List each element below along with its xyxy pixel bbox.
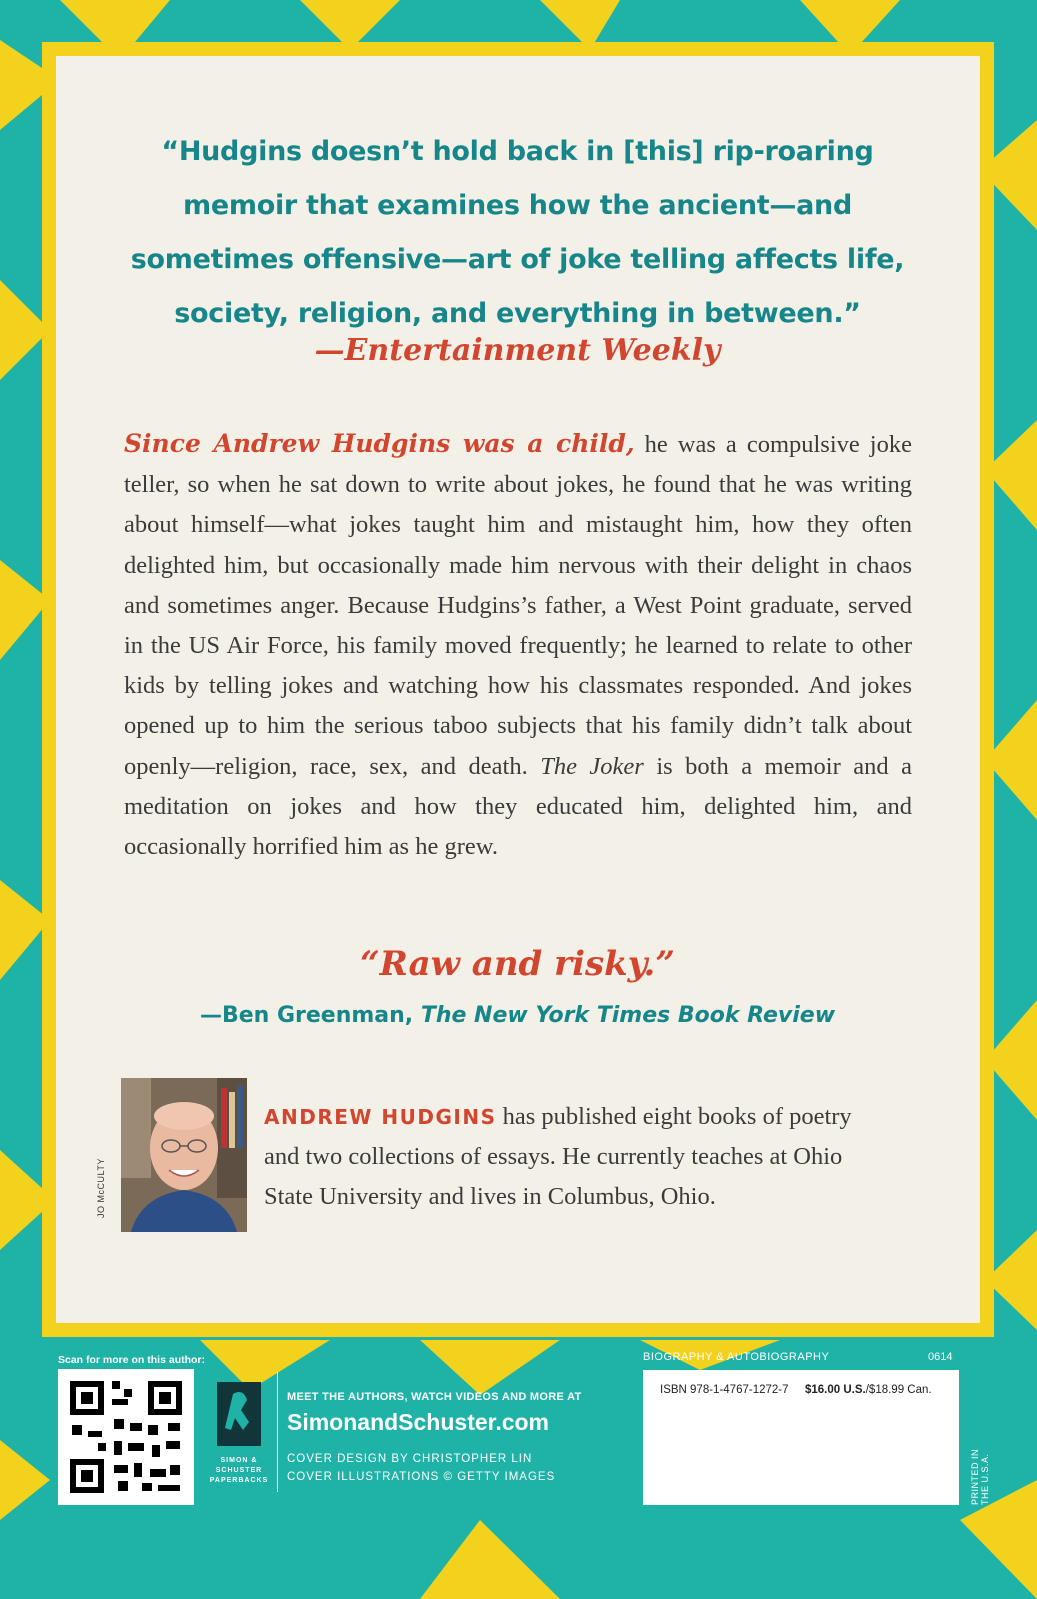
printed-in-usa: PRINTED IN THE U.S.A.	[970, 1448, 990, 1505]
book-title: The Joker	[540, 752, 644, 780]
author-name: ANDREW HUDGINS	[264, 1105, 497, 1129]
description-part-2: is both a memoir and a meditation on jokes and how they educated him, delighted him, and occasionally horrified him as he grew.	[124, 752, 912, 861]
qr-code[interactable]	[58, 1369, 194, 1505]
footer-divider	[277, 1372, 278, 1492]
attribution-name: —Ben Greenman,	[199, 1003, 421, 1028]
publisher-line-1: SIMON &	[220, 1457, 258, 1464]
book-description	[124, 424, 912, 867]
website-link[interactable]: SimonandSchuster.com	[287, 1409, 550, 1435]
bottom-quote-attribution	[120, 1003, 915, 1028]
product-code: 0614	[928, 1351, 953, 1363]
publisher-name	[203, 1456, 275, 1486]
author-bio-text: has published eight books of poetry and two collections of essays. He currently teaches at Ohio State University and lives in Columbus, Ohio.	[264, 1103, 852, 1211]
meet-authors-text: MEET THE AUTHORS, WATCH VIDEOS AND MORE AT	[287, 1391, 582, 1403]
top-quote-attribution: —Entertainment Weekly	[314, 333, 721, 368]
author-bio	[264, 1097, 892, 1218]
scan-label: Scan for more on this author:	[58, 1354, 206, 1366]
cover-credits	[287, 1450, 555, 1486]
attribution-source: The New York Times Book Review	[420, 1003, 836, 1028]
cover-illustrations-credit: COVER ILLUSTRATIONS © GETTY IMAGES	[287, 1471, 556, 1483]
price-can: /$18.99 Can.	[865, 1384, 932, 1396]
cover-design-credit: COVER DESIGN BY CHRISTOPHER LIN	[287, 1453, 533, 1465]
top-quote: “Hudgins doesn’t hold back in [this] rip-roaring memoir that examines how the ancient—and sometimes offensive—art of joke telling affects life, society, religion, and everything in between.”	[130, 136, 905, 329]
description-part-1: he was a compulsive joke teller, so when he sat down to write about jokes, he found that he was writing about himself—what jokes taught him and mistaught him, how they often delighted him, but occasionally made him nervous with their delight in chaos and sometimes anger. Because Hudgins’s father, a West Point graduate, served in the US Air Force, his family moved frequently; he learned to relate to other kids by telling jokes and watching how his classmates responded. And jokes opened up to him the serious taboo subjects that his family didn’t talk about openly—religion, race, sex, and death.	[124, 431, 912, 780]
description-lead: Since Andrew Hudgins was a child,	[124, 429, 635, 458]
publisher-line-2: SCHUSTER	[215, 1467, 263, 1474]
publisher-line-3: PAPERBACKS	[209, 1477, 269, 1484]
bottom-quote: “Raw and risky.”	[360, 944, 675, 984]
price-us: $16.00 U.S.	[805, 1384, 866, 1396]
isbn: ISBN 978-1-4767-1272-7	[660, 1384, 789, 1396]
photo-credit: JO McCULTY	[96, 1158, 106, 1218]
author-photo	[121, 1078, 247, 1232]
price	[805, 1384, 932, 1396]
category-label: BIOGRAPHY & AUTOBIOGRAPHY	[643, 1351, 830, 1363]
